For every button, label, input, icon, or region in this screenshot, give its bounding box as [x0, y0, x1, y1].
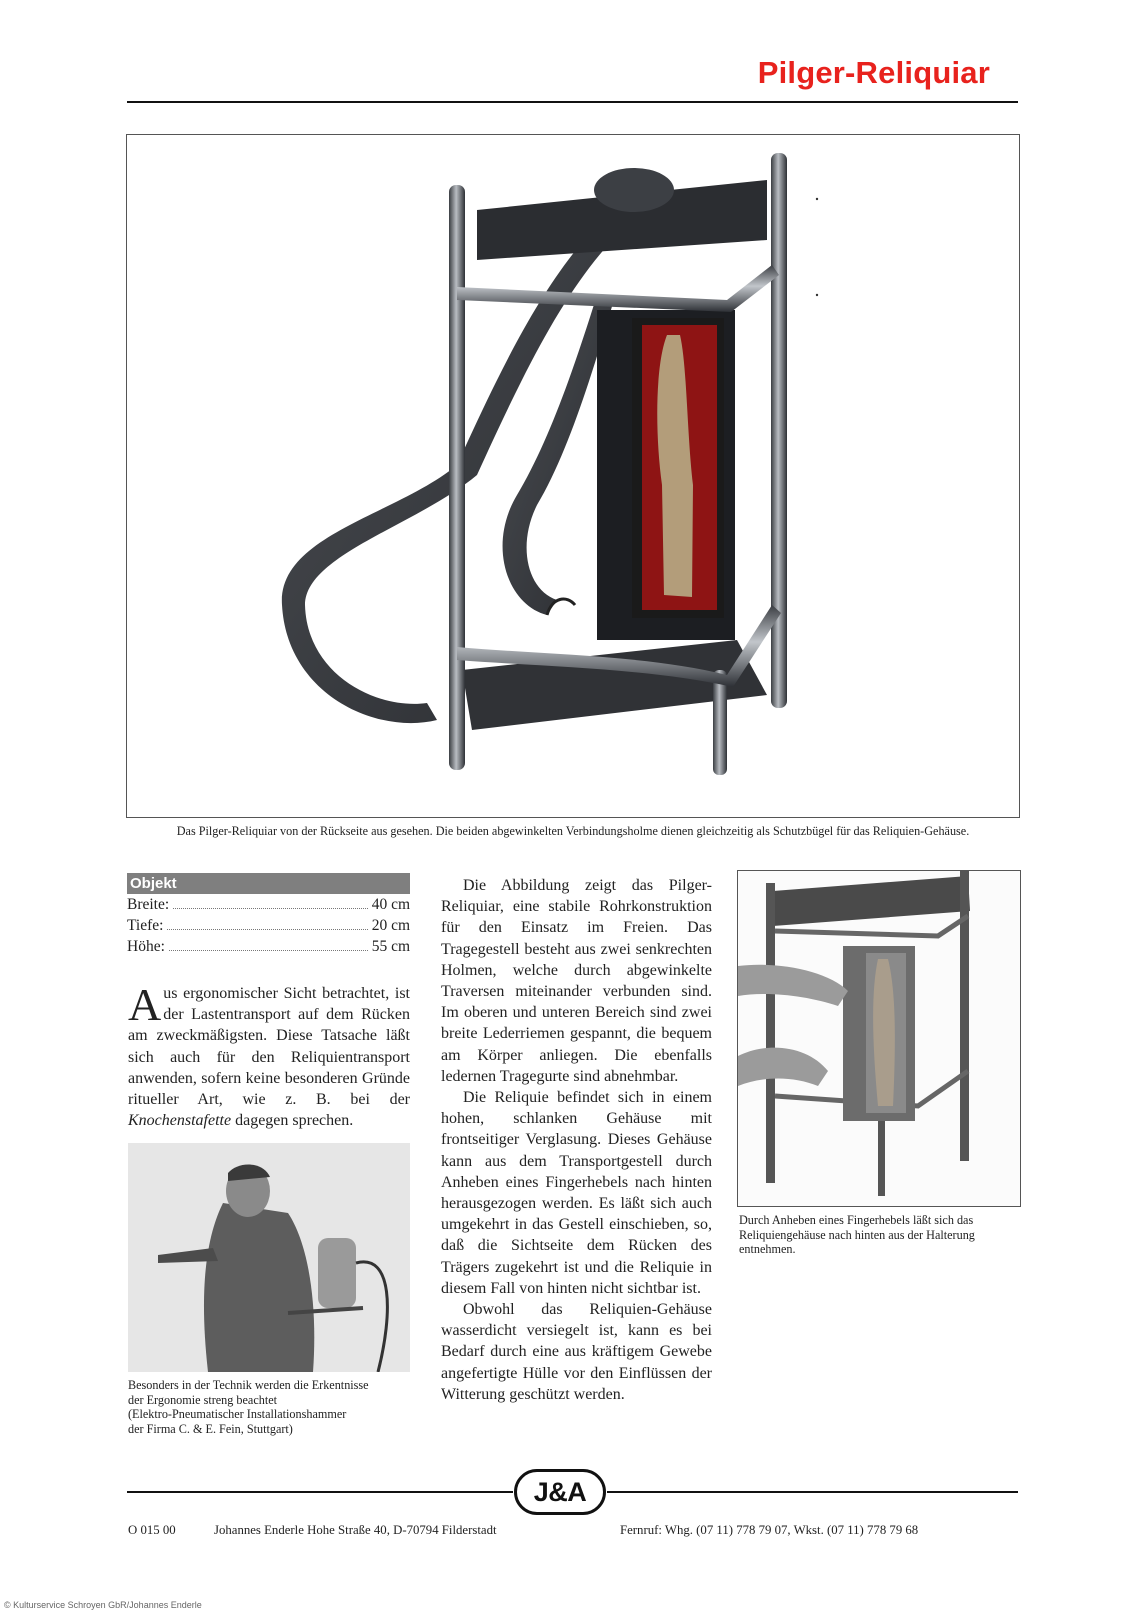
spec-leader	[173, 894, 368, 909]
spec-label: Tiefe:	[127, 917, 164, 934]
spec-label: Breite:	[127, 896, 170, 913]
spec-leader	[169, 936, 368, 951]
ja-logo: J&A	[514, 1469, 606, 1515]
bw-photo-caption	[128, 1378, 428, 1436]
hammer-worker-photo	[128, 1143, 410, 1372]
caption-line: entnehmen.	[739, 1242, 796, 1257]
caption-line: Besonders in der Technik werden die Erkentnisse	[128, 1378, 369, 1392]
main-photo-caption: Das Pilger-Reliquiar von der Rückseite aus gesehen. Die beiden abgewinkelten Verbindungsholme dienen gleichzeitig als Schutzbügel für das Reliquien-Gehäuse.	[176, 824, 970, 838]
page-title: Pilger-Reliquiar	[757, 55, 990, 90]
footer-phone: Fernruf: Whg. (07 11) 778 79 07, Wkst. (07 11) 778 79 68	[620, 1523, 919, 1537]
caption-line: der Firma C. & E. Fein, Stuttgart)	[128, 1421, 293, 1436]
body-paragraph: Obwohl das Reliquien-Gehäuse wasserdicht versiegelt ist, kann es bei Bedarf durch eine aus kräftigem Gewebe angefertigte Hülle vor den Einflüssen der Witterung geschützt werden.	[441, 1301, 712, 1403]
caption-line: der Ergonomie streng beachtet	[128, 1392, 278, 1407]
body-paragraph: Die Abbildung zeigt das Pilger-Reliquiar, eine stabile Rohrkonstruktion für den Einsatz im Freien. Das Tragegestell besteht aus zwei senkrechten Holmen, welche durch abgewinkelte Traversen miteinander verbunden sind. Im oberen und unteren Bereich sind zwei breite Lederriemen gespannt, die bequem am Körper anliegen. Die ebenfalls ledernen Tragegurte sind abnehmbar.	[441, 877, 712, 1085]
reliquary-frame-illustration	[127, 135, 1020, 818]
body-text	[441, 875, 712, 1405]
document-code: O 015 00	[128, 1523, 176, 1537]
spec-value: 55 cm	[371, 938, 410, 955]
intro-text: us ergonomischer Sicht betrachtet, ist der Lastentransport auf dem Rücken am zweckmäßigsten. Diese Tatsache läßt sich auch für den Reliquientransport anwenden, sofern keine besonderen Gründe ritueller Art, wie z. B. bei der	[128, 985, 410, 1109]
worker-illustration	[128, 1143, 410, 1372]
spec-label: Höhe:	[127, 938, 165, 955]
copyright-notice: © Kulturservice Schroyen GbR/Johannes Enderle	[4, 1600, 202, 1610]
footer-rule-left	[127, 1491, 513, 1493]
side-photo	[737, 870, 1021, 1207]
spec-value: 40 cm	[371, 896, 410, 913]
caption-line: (Elektro-Pneumatischer Installationshammer	[128, 1407, 347, 1422]
spec-row-height	[127, 936, 410, 957]
spec-leader	[167, 915, 367, 930]
caption-line: Reliquiengehäuse nach hinten aus der Halterung	[739, 1227, 975, 1242]
caption-line: Durch Anheben eines Fingerhebels läßt sich das	[739, 1213, 974, 1227]
footer-address: Johannes Enderle Hohe Straße 40, D-70794 Filderstadt	[214, 1523, 497, 1537]
spec-row-depth	[127, 915, 410, 936]
side-photo-caption	[739, 1213, 1024, 1257]
intro-italic-term: Knochenstafette	[128, 1112, 232, 1130]
spec-row-width	[127, 894, 410, 915]
body-paragraph: Die Reliquie befindet sich in einem hohen, schlanken Gehäuse mit frontseitiger Verglasung. Dieses Gehäuse kann aus dem Transportgestell durch Anheben eines Fingerhebels nach hinten herausgezogen werden. Es läßt sich auch umgekehrt in das Gestell einschieben, so, daß die Sichtseite dem Rücken des Trägers zugekehrt ist und die Reliquie in diesem Fall von hinten nicht sichtbar ist.	[441, 1089, 712, 1297]
main-photo	[126, 134, 1020, 818]
case-removal-illustration	[738, 871, 1021, 1207]
footer-rule-right	[607, 1491, 1018, 1493]
specs-heading: Objekt	[127, 873, 410, 894]
header-rule	[127, 101, 1018, 103]
object-specs	[127, 873, 410, 957]
intro-paragraph	[128, 979, 410, 1131]
spec-value: 20 cm	[371, 917, 410, 934]
dropcap: A	[128, 979, 162, 1030]
intro-text-end: dagegen sprechen.	[231, 1112, 354, 1130]
